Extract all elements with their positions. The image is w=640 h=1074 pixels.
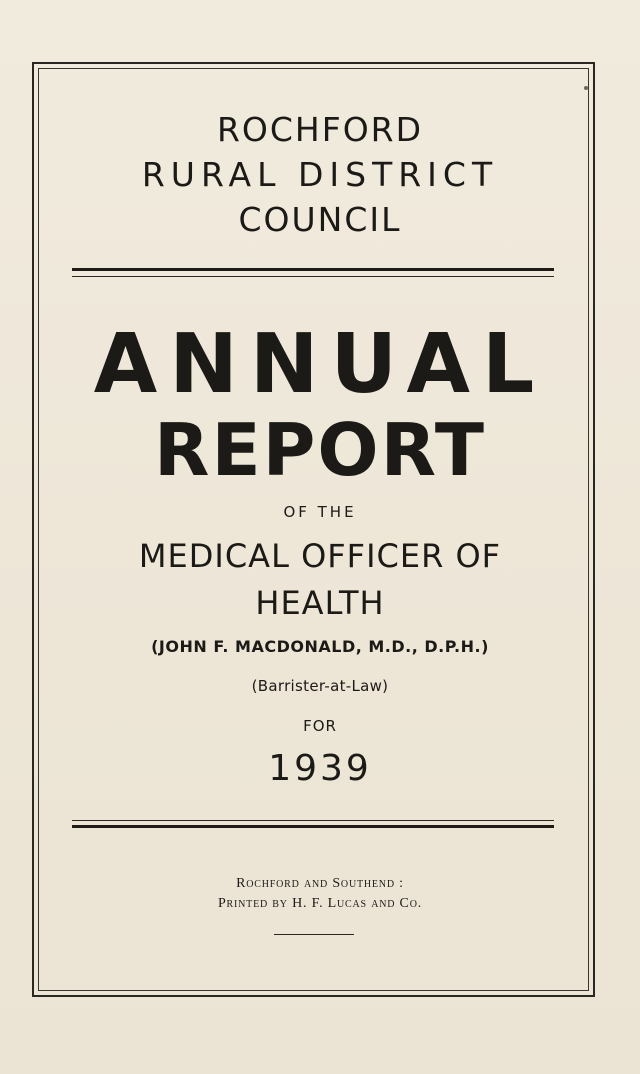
imprint-line-2: Printed by H. F. Lucas and Co. <box>217 896 423 911</box>
imprint-line-1: Rochford and Southend : <box>236 876 404 891</box>
report-year: 1939 <box>268 748 372 789</box>
subject-line-1: MEDICAL OFFICER OF <box>138 537 502 575</box>
officer-name: (JOHN F. MACDONALD, M.D., D.P.H.) <box>151 637 489 656</box>
report-title-annual: ANNUAL <box>93 317 547 412</box>
officer-qualification: (Barrister-at-Law) <box>251 677 389 695</box>
lower-rule-thick <box>72 825 554 828</box>
upper-rule-thick <box>72 268 554 271</box>
imprint-rule <box>274 934 354 935</box>
council-name-line-1: ROCHFORD <box>216 110 424 149</box>
council-name-line-3: COUNCIL <box>238 200 402 239</box>
council-name-line-2: RURAL DISTRICT <box>141 155 499 194</box>
report-title-report: REPORT <box>154 408 486 492</box>
subject-line-2: HEALTH <box>255 584 385 622</box>
upper-rule-thin <box>72 276 554 277</box>
for-label: FOR <box>303 717 337 735</box>
lower-rule-thin <box>72 820 554 821</box>
ink-dot <box>584 86 588 90</box>
of-the-label: OF THE <box>283 503 357 521</box>
